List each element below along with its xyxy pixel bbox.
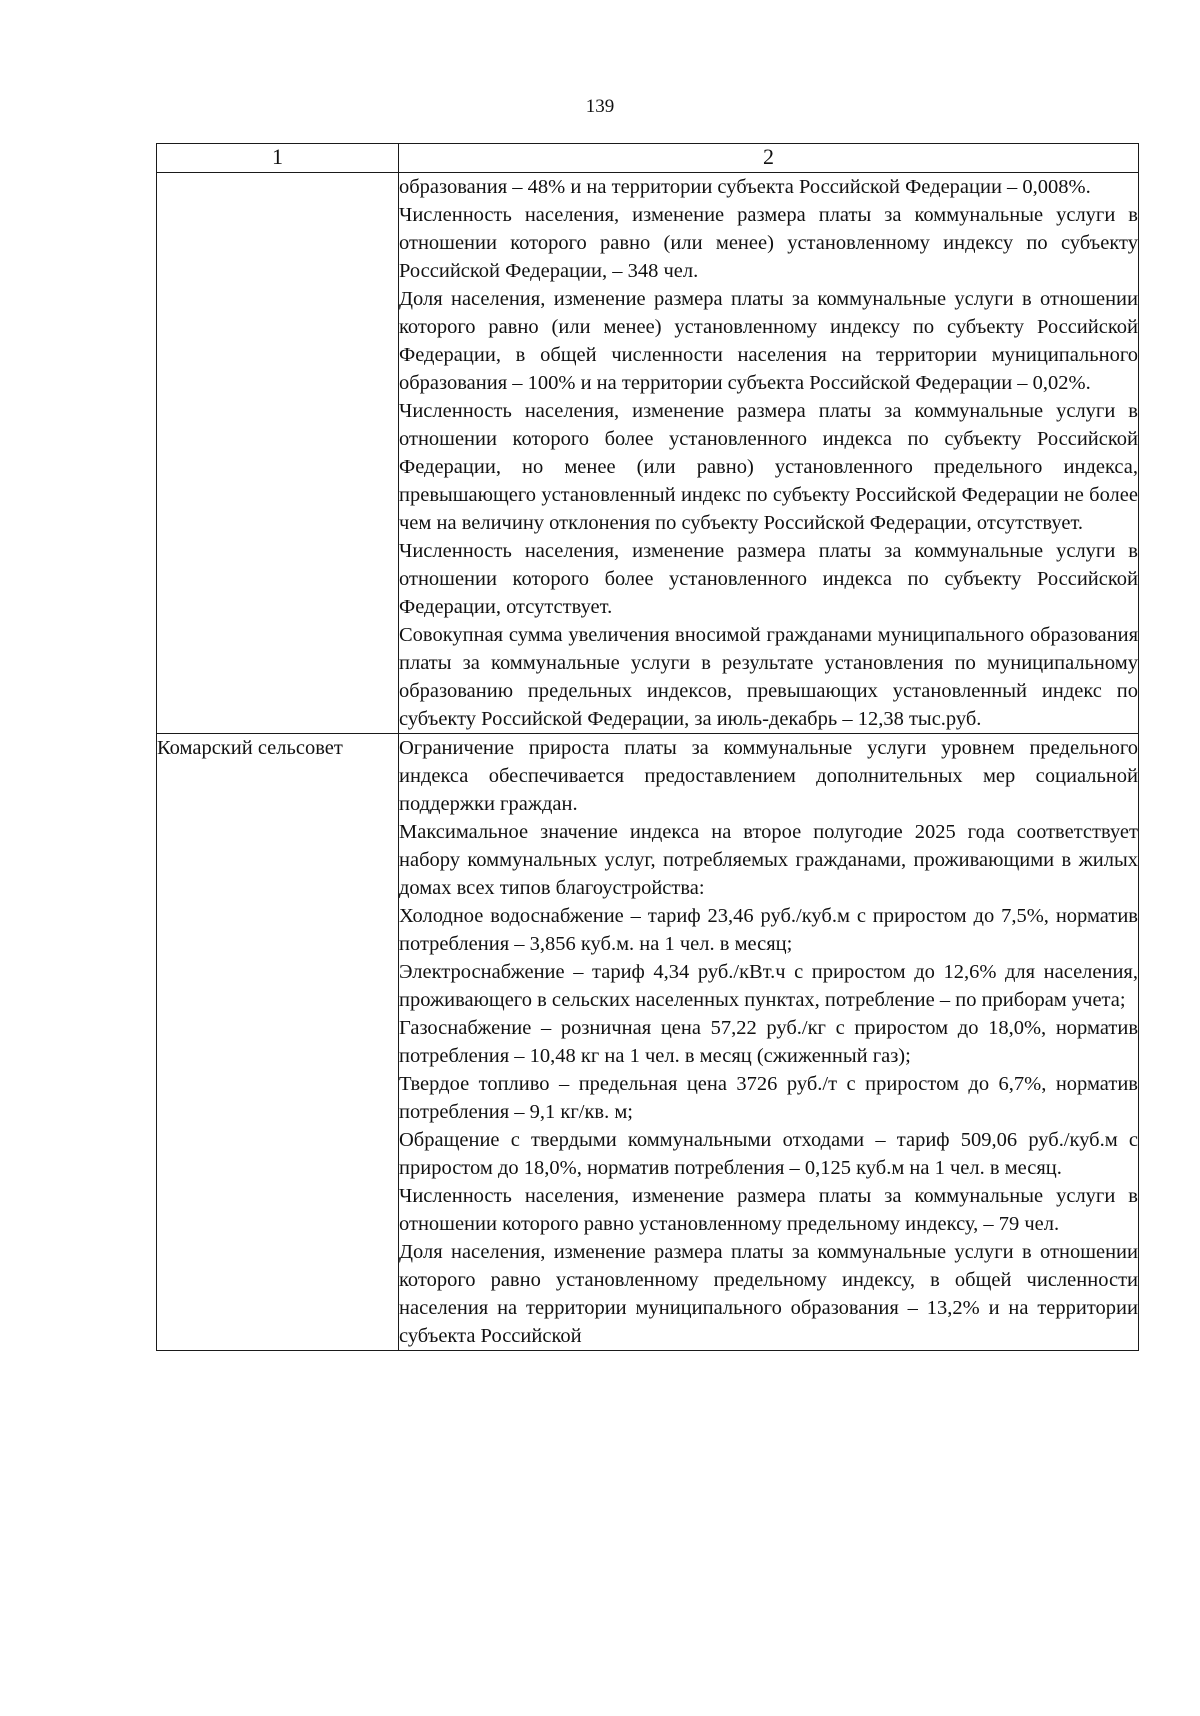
paragraph: Численность населения, изменение размера платы за коммунальные услуги в отношении которого более установленного индекса по субъекту Российской Федерации, но менее (или равно) установленного предельного индекса, превышающего установленный индекс по субъекту Российской Федерации не более чем на величину отклонения по субъекту Российской Федерации, отсутствует. — [399, 400, 1138, 534]
district-cell — [157, 173, 399, 734]
paragraph: Совокупная сумма увеличения вносимой гражданами муниципального образования платы за коммунальные услуги в результате установления по муниципальному образованию предельных индексов, превышающих установленный индекс по субъекту Российской Федерации, за июль-декабрь – 12,38 тыс.руб. — [399, 624, 1138, 730]
column-header-1: 1 — [157, 144, 399, 173]
paragraph: Электроснабжение – тариф 4,34 руб./кВт.ч с приростом до 12,6% для населения, проживающего в сельских населенных пунктах, потребление – по приборам учета; — [399, 961, 1138, 1011]
table-row — [157, 173, 1139, 734]
page-number: 139 — [585, 96, 615, 117]
district-cell: Комарский сельсовет — [157, 734, 399, 1351]
paragraph: Численность населения, изменение размера платы за коммунальные услуги в отношении которого более установленного индекса по субъекту Российской Федерации, отсутствует. — [399, 540, 1138, 618]
paragraph: Максимальное значение индекса на второе полугодие 2025 года соответствует набору коммунальных услуг, потребляемых гражданами, проживающими в жилых домах всех типов благоустройства: — [399, 821, 1138, 899]
paragraph: Численность населения, изменение размера платы за коммунальные услуги в отношении которого равно установленному предельному индексу, – 79 чел. — [399, 1185, 1138, 1235]
paragraph: Газоснабжение – розничная цена 57,22 руб./кг с приростом до 18,0%, норматив потребления – 10,48 кг на 1 чел. в месяц (сжиженный газ); — [399, 1017, 1138, 1067]
paragraph: Ограничение прироста платы за коммунальные услуги уровнем предельного индекса обеспечивается предоставлением дополнительных мер социальной поддержки граждан. — [399, 737, 1138, 815]
paragraph: Доля населения, изменение размера платы за коммунальные услуги в отношении которого равно (или менее) установленному индексу по субъекту Российской Федерации, в общей численности населения на территории муниципального образования – 100% и на территории субъекта Российской Федерации – 0,02%. — [399, 288, 1138, 394]
paragraph: Обращение с твердыми коммунальными отходами – тариф 509,06 руб./куб.м с приростом до 18,0%, норматив потребления – 0,125 куб.м на 1 чел. в месяц. — [399, 1129, 1138, 1179]
content-cell — [399, 734, 1139, 1351]
paragraph: Доля населения, изменение размера платы за коммунальные услуги в отношении которого равно установленному предельному индексу, в общей численности населения на территории муниципального образования – 13,2% и на территории субъекта Российской — [399, 1241, 1138, 1347]
paragraph: Твердое топливо – предельная цена 3726 руб./т с приростом до 6,7%, норматив потребления – 9,1 кг/кв. м; — [399, 1073, 1138, 1123]
paragraph: образования – 48% и на территории субъекта Российской Федерации – 0,008%. — [399, 176, 1091, 198]
column-header-2: 2 — [399, 144, 1139, 173]
paragraph: Холодное водоснабжение – тариф 23,46 руб./куб.м с приростом до 7,5%, норматив потребления – 3,856 куб.м. на 1 чел. в месяц; — [399, 905, 1138, 955]
paragraph: Численность населения, изменение размера платы за коммунальные услуги в отношении которого равно (или менее) установленному индексу по субъекту Российской Федерации, – 348 чел. — [399, 204, 1138, 282]
document-table — [156, 143, 1139, 1351]
table-header-row — [157, 144, 1139, 173]
table-row — [157, 734, 1139, 1351]
content-cell — [399, 173, 1139, 734]
